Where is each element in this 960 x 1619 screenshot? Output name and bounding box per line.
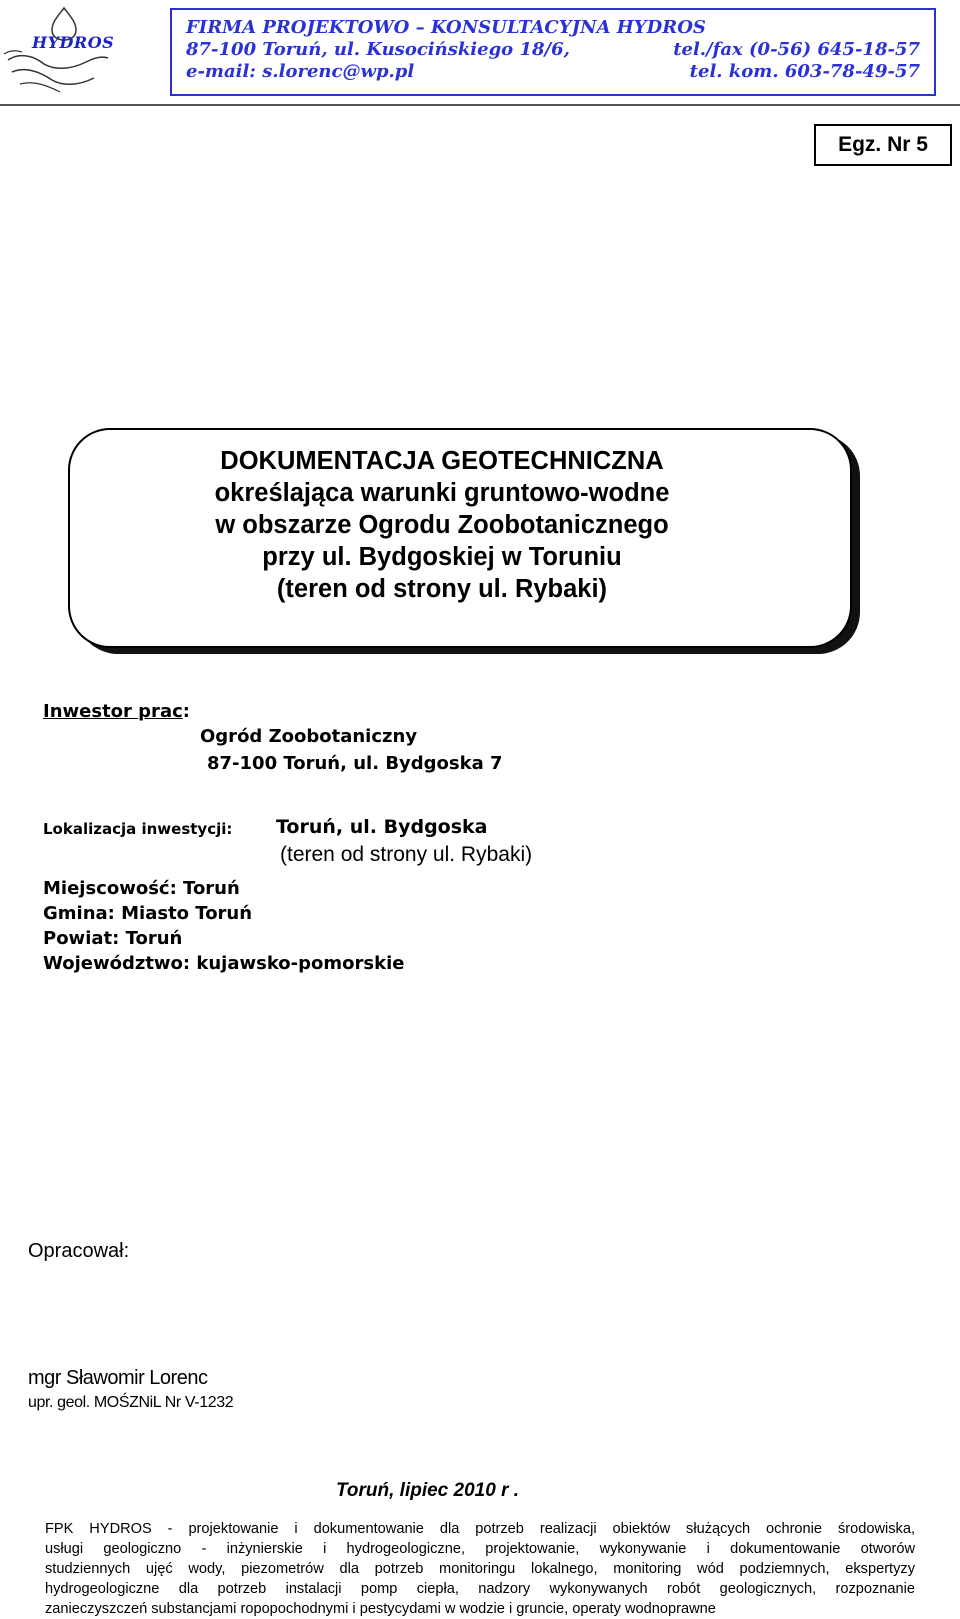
author-license: upr. geol. MOŚZNiL Nr V-1232	[28, 1394, 234, 1411]
company-name: FIRMA PROJEKTOWO – KONSULTACYJNA HYDROS	[186, 17, 706, 38]
company-email: e-mail: s.lorenc@wp.pl	[186, 61, 415, 82]
district: Powiat: Toruń	[43, 928, 183, 949]
title-line-2: określająca warunki gruntowo-wodne	[214, 479, 670, 507]
company-mobile: tel. kom. 603-78-49-57	[689, 61, 920, 82]
footer-line-2: usługi geologiczno - inżynierskie i hydrogeologiczne, projektowanie, wykonywanie i dokumentowanie otworów	[45, 1541, 915, 1557]
author-name: mgr Sławomir Lorenc	[28, 1367, 208, 1389]
copy-number-label: Egz. Nr 5	[814, 124, 952, 166]
investor-colon: :	[182, 701, 190, 722]
investor-heading	[43, 701, 190, 722]
company-address: 87-100 Toruń, ul. Kusocińskiego 18/6,	[186, 39, 570, 60]
commune: Gmina: Miasto Toruń	[43, 903, 253, 924]
voivodeship: Województwo: kujawsko-pomorskie	[43, 953, 405, 974]
title-line-3: w obszarze Ogrodu Zoobotanicznego	[215, 511, 669, 539]
locality: Miejscowość: Toruń	[43, 878, 240, 899]
location-note: (teren od strony ul. Rybaki)	[280, 843, 533, 866]
footer-line-4: hydrogeologiczne dla potrzeb instalacji pomp ciepła, nadzory wykonywanych robót geologicznych, rozpoznanie	[45, 1581, 915, 1597]
footer-line-5: zanieczyszczeń substancjami ropopochodnymi i pestycydami w wodzie i gruncie, operaty wodnoprawne	[45, 1601, 716, 1617]
company-services-footer	[45, 1519, 915, 1619]
place-date: Toruń, lipiec 2010 r .	[336, 1480, 520, 1501]
investor-label: Inwestor prac	[43, 701, 183, 722]
company-logo	[0, 0, 115, 100]
investor-name: Ogród Zoobotaniczny	[200, 726, 418, 747]
company-phone-fax: tel./fax (0-56) 645-18-57	[673, 39, 920, 60]
investor-address: 87-100 Toruń, ul. Bydgoska 7	[207, 753, 503, 774]
document-title-box	[68, 428, 852, 648]
header-divider	[0, 104, 960, 106]
prepared-label: Opracował:	[28, 1240, 130, 1262]
title-line-1: DOKUMENTACJA GEOTECHNICZNA	[220, 447, 664, 475]
title-line-4: przy ul. Bydgoskiej w Toruniu	[262, 543, 622, 571]
location-label: Lokalizacja inwestycji:	[43, 820, 233, 838]
title-line-5: (teren od strony ul. Rybaki)	[276, 575, 608, 603]
logo-text: HYDROS	[32, 33, 115, 52]
footer-line-1: FPK HYDROS - projektowanie i dokumentowanie dla potrzeb realizacji obiektów służących ochronie środowiska,	[45, 1521, 915, 1537]
location-value: Toruń, ul. Bydgoska	[276, 816, 488, 838]
company-header	[170, 8, 936, 96]
footer-line-3: studziennych ujęć wody, piezometrów dla potrzeb monitoringu lokalnego, monitoring wód podziemnych, ekspertyzy	[45, 1561, 915, 1577]
